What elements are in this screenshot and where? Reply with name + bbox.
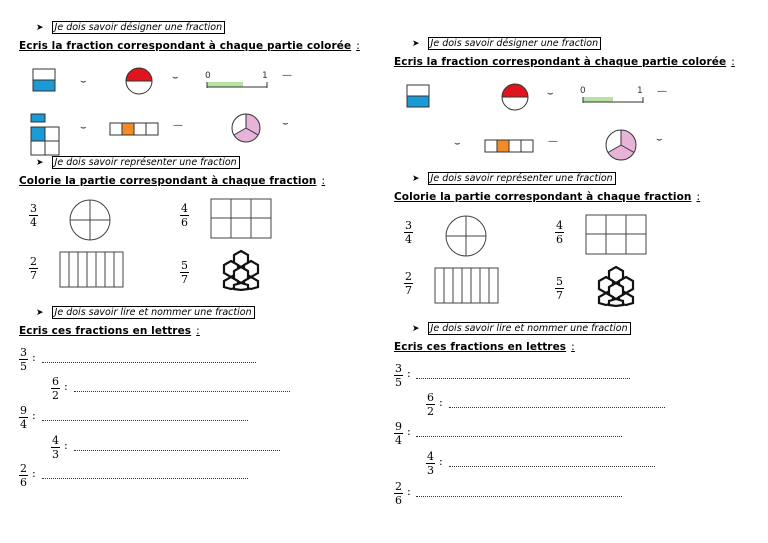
writing-line[interactable] [449,407,665,408]
arrow-bullet-icon: ➤ [412,174,420,184]
objective-representer: ➤ Je dois savoir représenter une fraction [36,156,240,170]
worksheet-left: ➤ Je dois savoir désigner une fraction Ecris la fraction correspondant à chaque partie colorée : ⌣ ⌣ 0 1 — ⌣ — ⌣ ➤ Je dois savoir représenter une fraction Colorie la partie correspondant à chaque fraction : 3 4 4 6 2 7 5 7 ➤ Je dois savoir lire et nommer une fraction Ecris ces fractions en lettres : 3 5 : 6 2 : 9 4 : 4 3 : 2 6 : [19,22,360,489]
answer-blank: ⌣ [80,76,87,87]
answer-blank: — [282,70,292,81]
numberline-end-label: 1 [262,71,268,81]
shape-rectangle-sixths[interactable] [585,214,649,256]
fraction-3-5: 3 5 [20,346,27,373]
arrow-bullet-icon: ➤ [412,39,420,49]
fraction-5-7: 5 7 [556,275,563,302]
objective-representer: ➤ Je dois savoir représenter une fraction [412,172,616,186]
arrow-bullet-icon: ➤ [36,23,44,33]
answer-blank: — [657,86,667,97]
answer-blank: ⌣ [656,134,663,145]
fraction-9-4: 9 4 [395,420,402,447]
answer-blank: ⌣ [80,122,87,133]
writing-line[interactable] [416,436,622,437]
heading-colorie: Colorie la partie correspondant à chaque fraction : [394,191,701,203]
objective-lire: ➤ Je dois savoir lire et nommer une fraction [412,322,631,336]
heading-lettres: Ecris ces fractions en lettres : [394,341,575,353]
writing-line[interactable] [416,378,630,379]
numberline-start-label: 0 [580,86,586,96]
fraction-3-4: 3 4 [405,219,412,246]
fraction-2-6: 2 6 [395,480,402,507]
heading-ecris-fraction: Ecris la fraction correspondant à chaque partie colorée : [19,40,360,52]
fraction-6-2: 6 2 [52,375,59,402]
shape-circle-quarters[interactable] [444,214,488,258]
heading-colorie: Colorie la partie correspondant à chaque fraction : [19,175,326,187]
figure-number-line [581,95,645,105]
writing-line[interactable] [42,362,256,363]
figure-number-line [205,80,269,90]
shape-hexagon-flower[interactable] [594,265,638,307]
shape-circle-quarters[interactable] [68,198,112,242]
writing-line[interactable] [416,496,622,497]
objective-designer: ➤ Je dois savoir désigner une fraction [36,21,225,35]
fraction-6-2: 6 2 [427,391,434,418]
writing-line[interactable] [449,466,655,467]
arrow-bullet-icon: ➤ [36,158,44,168]
numberline-start-label: 0 [205,71,211,81]
fraction-4-3: 4 3 [52,434,59,461]
arrow-bullet-icon: ➤ [36,308,44,318]
fraction-4-3: 4 3 [427,450,434,477]
figure-circle-half-red [124,66,154,96]
writing-line[interactable] [74,450,280,451]
fraction-2-6: 2 6 [20,462,27,489]
shape-hexagon-flower[interactable] [219,249,263,291]
fraction-4-6: 4 6 [556,219,563,246]
heading-ecris-fraction: Ecris la fraction correspondant à chaque partie colorée : [394,56,735,68]
answer-blank: — [548,136,558,147]
arrow-bullet-icon: ➤ [412,324,420,334]
shape-bar-sevenths[interactable] [434,267,500,305]
shape-rectangle-sixths[interactable] [210,198,274,240]
objective-lire: ➤ Je dois savoir lire et nommer une fraction [36,306,255,320]
numberline-end-label: 1 [637,86,643,96]
figure-circle-half-red [500,82,530,112]
objective-designer: ➤ Je dois savoir désigner une fraction [412,37,601,51]
answer-blank: ⌣ [547,88,554,99]
fraction-9-4: 9 4 [20,404,27,431]
shape-bar-sevenths[interactable] [59,251,125,289]
figure-grid-blue-squares [30,113,60,157]
figure-circle-thirds-pink [604,128,638,162]
answer-blank: ⌣ [454,138,461,149]
figure-bar-four-parts [109,122,163,138]
answer-blank: — [173,120,183,131]
writing-line[interactable] [74,391,290,392]
fraction-3-5: 3 5 [395,362,402,389]
figure-circle-thirds-pink [230,112,262,144]
fraction-5-7: 5 7 [181,259,188,286]
fraction-2-7: 2 7 [30,255,37,282]
heading-lettres: Ecris ces fractions en lettres : [19,325,200,337]
worksheet-right: ➤ Je dois savoir désigner une fraction Ecris la fraction correspondant à chaque partie colorée : ⌣ 0 1 — ⌣ — ⌣ ➤ Je dois savoir représenter une fraction Colorie la partie correspondant à chaque fraction : 3 4 4 6 2 7 5 7 ➤ Je dois savoir lire et nommer une fraction Ecris ces fractions en lettres : 3 5 : 6 2 : 9 4 : 4 3 : 2 6 : [394,38,735,507]
writing-line[interactable] [42,478,248,479]
writing-line[interactable] [42,420,248,421]
figure-rectangle-half-blue [406,84,432,110]
answer-blank: ⌣ [282,118,289,129]
figure-rectangle-half-blue [32,68,58,94]
answer-blank: ⌣ [172,72,179,83]
fraction-3-4: 3 4 [30,202,37,229]
fraction-4-6: 4 6 [181,202,188,229]
fraction-2-7: 2 7 [405,270,412,297]
figure-bar-four-parts [484,139,538,155]
